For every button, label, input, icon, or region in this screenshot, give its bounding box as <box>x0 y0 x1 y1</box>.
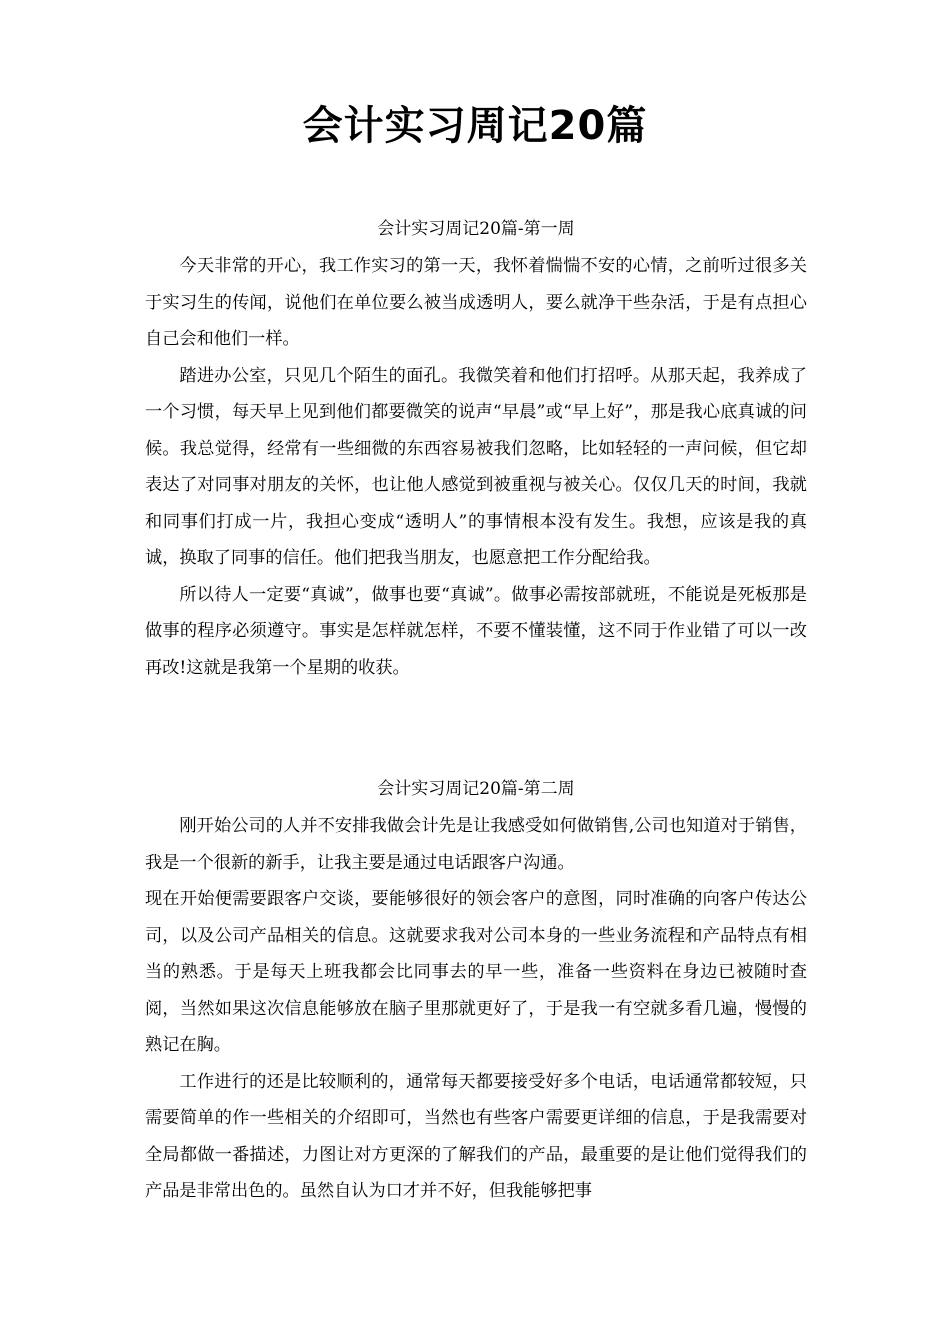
section-week-1 <box>145 216 807 686</box>
paragraph: 今天非常的开心，我工作实习的第一天，我怀着惴惴不安的心情，之前听过很多关于实习生的传闻，说他们在单位要么被当成透明人，要么就净干些杂活，于是有点担心自己会和他们一样。 <box>145 256 807 349</box>
paragraph: 所以待人一定要“真诚”，做事也要“真诚”。做事必需按部就班，不能说是死板那是做事的程序必须遵守。事实是怎样就怎样，不要不懂装懂，这不同于作业错了可以一改再改!这就是我第一个星期的收获。 <box>145 584 807 678</box>
paragraph: 踏进办公室，只见几个陌生的面孔。我微笑着和他们打招呼。从那天起，我养成了一个习惯，每天早上见到他们都要微笑的说声“早晨”或“早上好”，那是我心底真诚的问候。我总觉得，经常有一些细微的东西容易被我们忽略，比如轻轻的一声问候，但它却表达了对同事对朋友的关怀，也让他人感觉到被重视与被关心。仅仅几天的时间，我就和同事们打成一片，我担心变成“透明人”的事情根本没有发生。我想，应该是我的真诚，换取了同事的信任。他们把我当朋友，也愿意把工作分配给我。 <box>145 365 807 568</box>
paragraph: 工作进行的还是比较顺利的，通常每天都要接受好多个电话，电话通常都较短，只需要简单的作一些相关的介绍即可，当然也有些客户需要更详细的信息，于是我需要对全局都做一番描述，力图让对方更深的了解我们的产品，最重要的是让他们觉得我们的产品是非常出色的。虽然自认为口才并不好，但我能够把事 <box>145 1071 807 1201</box>
section-week-2 <box>145 776 807 1210</box>
section-heading: 会计实习周记20篇-第一周 <box>377 219 575 239</box>
paragraph: 现在开始便需要跟客户交谈，要能够很好的领会客户的意图，同时准确的向客户传达公司，以及公司产品相关的信息。这就要求我对公司本身的一些业务流程和产品特点有相当的熟悉。于是每天上班我都会比同事去的早一些，准备一些资料在身边已被随时查阅，当然如果这次信息能够放在脑子里那就更好了，于是我一有空就多看几遍，慢慢的熟记在胸。 <box>145 889 807 1055</box>
paragraph: 刚开始公司的人并不安排我做会计先是让我感受如何做销售,公司也知道对于销售，我是一个很新的新手，让我主要是通过电话跟客户沟通。 <box>145 816 807 873</box>
section-heading: 会计实习周记20篇-第二周 <box>377 779 575 799</box>
document-title: 会计实习周记20篇 <box>302 103 648 149</box>
